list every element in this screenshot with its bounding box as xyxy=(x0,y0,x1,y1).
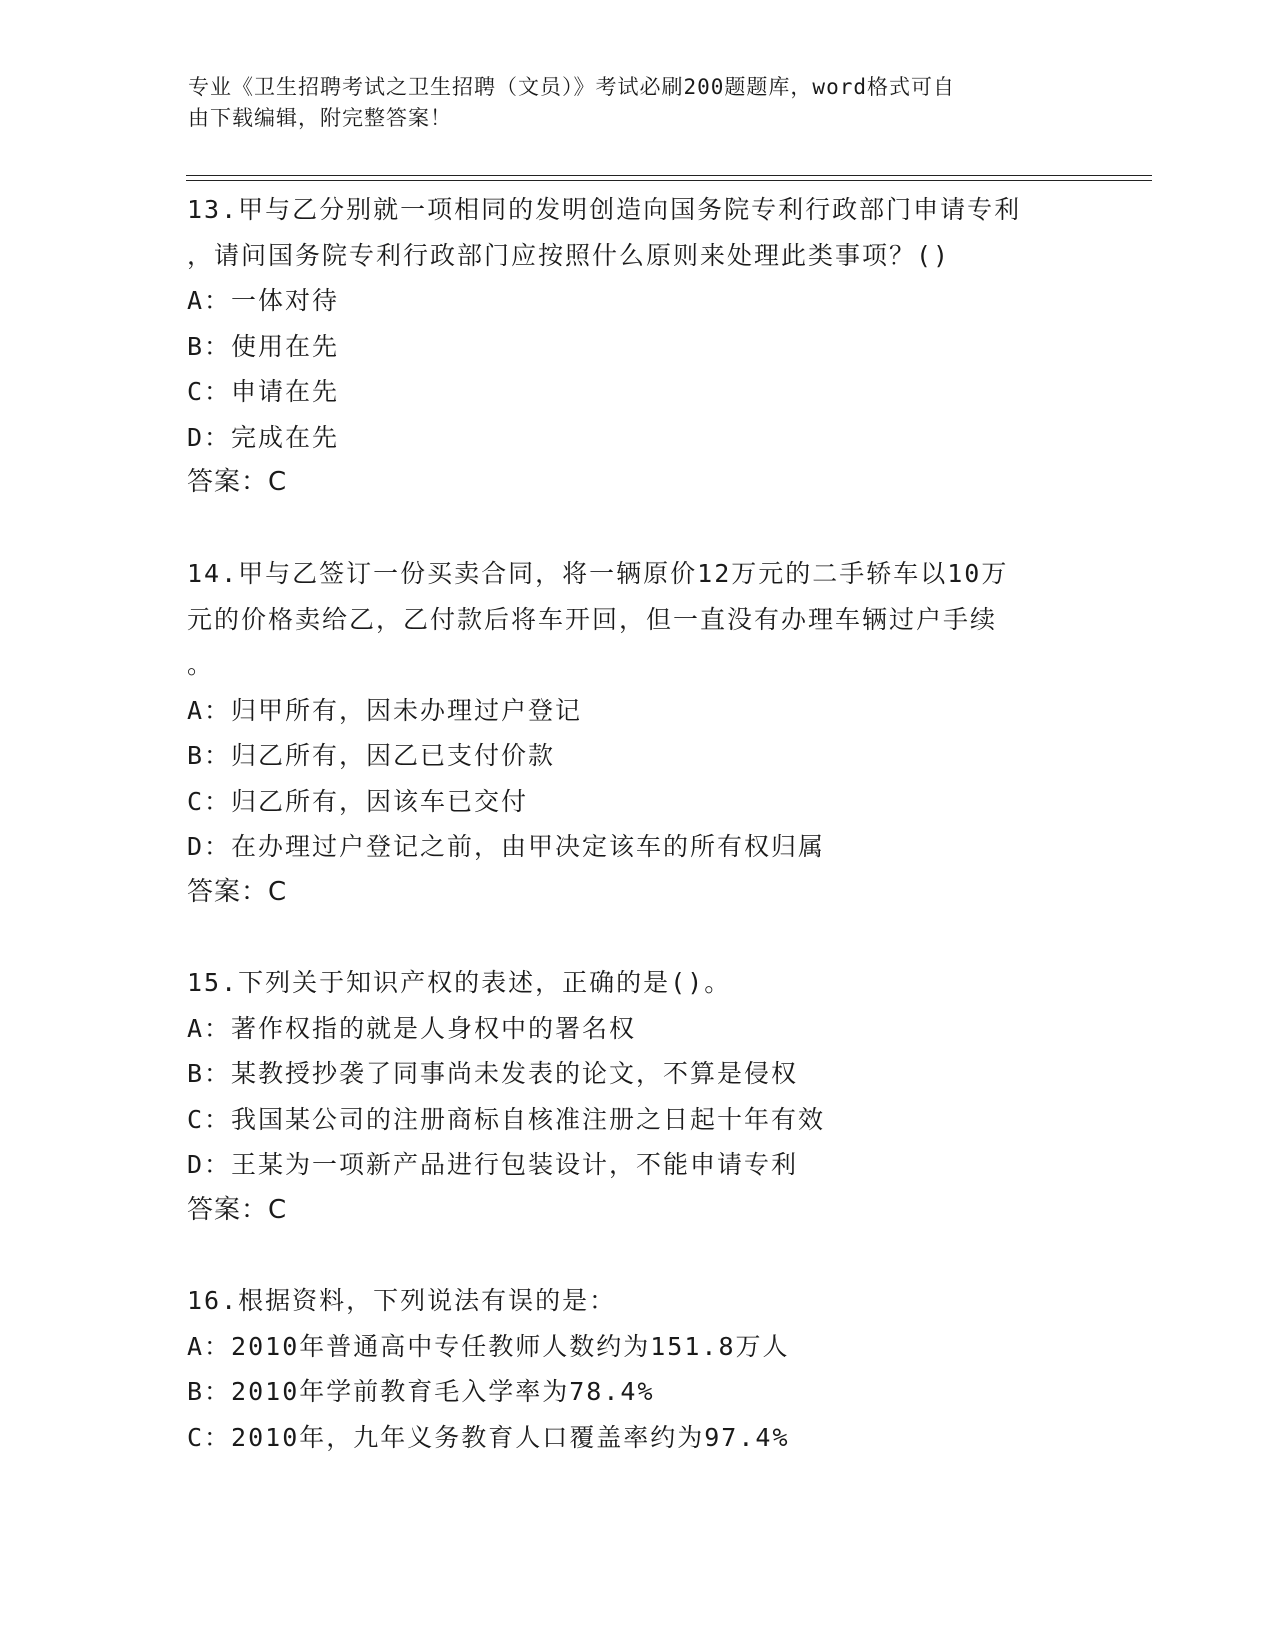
option-b: B：归乙所有，因乙已支付价款 xyxy=(187,741,556,770)
option-d: D：王某为一项新产品进行包装设计，不能申请专利 xyxy=(187,1150,799,1179)
question-stem-line: 14.甲与乙签订一份买卖合同，将一辆原价12万元的二手轿车以10万 xyxy=(187,559,1009,588)
option-d: D：在办理过户登记之前，由甲决定该车的所有权归属 xyxy=(187,832,826,861)
document-header xyxy=(188,72,1068,134)
option-a: A：归甲所有，因未办理过户登记 xyxy=(187,695,583,725)
option-a: A：著作权指的就是人身权中的署名权 xyxy=(187,1013,637,1043)
option-c: C：我国某公司的注册商标自核准注册之日起十年有效 xyxy=(187,1104,826,1134)
question-14 xyxy=(187,551,1087,915)
question-13 xyxy=(187,187,1087,506)
answer-line: 答案：C xyxy=(187,1194,288,1225)
option-c: C：申请在先 xyxy=(187,377,340,406)
header-divider-top xyxy=(186,175,1152,176)
question-stem-line: 15.下列关于知识产权的表述，正确的是()。 xyxy=(187,968,732,997)
header-line-1: 专业《卫生招聘考试之卫生招聘（文员）》考试必刷200题题库，word格式可自 xyxy=(188,75,955,99)
answer-line: 答案：C xyxy=(187,876,288,907)
option-b: B：某教授抄袭了同事尚未发表的论文，不算是侵权 xyxy=(187,1059,799,1088)
option-b: B：2010年学前教育毛入学率为78.4% xyxy=(187,1377,655,1406)
question-16 xyxy=(187,1278,1087,1460)
header-line-2: 由下载编辑，附完整答案！ xyxy=(188,106,452,130)
answer-line: 答案：C xyxy=(187,467,288,497)
question-stem-line: 。 xyxy=(187,650,215,679)
option-a: A：一体对待 xyxy=(187,286,340,315)
option-c: C：归乙所有，因该车已交付 xyxy=(187,786,529,816)
question-stem-line: ，请问国务院专利行政部门应按照什么原则来处理此类事项？() xyxy=(187,240,951,270)
header-divider-bottom xyxy=(186,180,1152,181)
question-stem-line: 元的价格卖给乙，乙付款后将车开回，但一直没有办理车辆过户手续 xyxy=(187,604,998,634)
option-b: B：使用在先 xyxy=(187,331,340,361)
option-d: D：完成在先 xyxy=(187,422,340,452)
question-15 xyxy=(187,960,1087,1233)
question-stem-line: 13.甲与乙分别就一项相同的发明创造向国务院专利行政部门申请专利 xyxy=(187,195,1022,224)
question-stem-line: 16.根据资料，下列说法有误的是： xyxy=(187,1286,617,1315)
option-c: C：2010年，九年义务教育人口覆盖率约为97.4% xyxy=(187,1422,790,1452)
option-a: A：2010年普通高中专任教师人数约为151.8万人 xyxy=(187,1331,790,1361)
